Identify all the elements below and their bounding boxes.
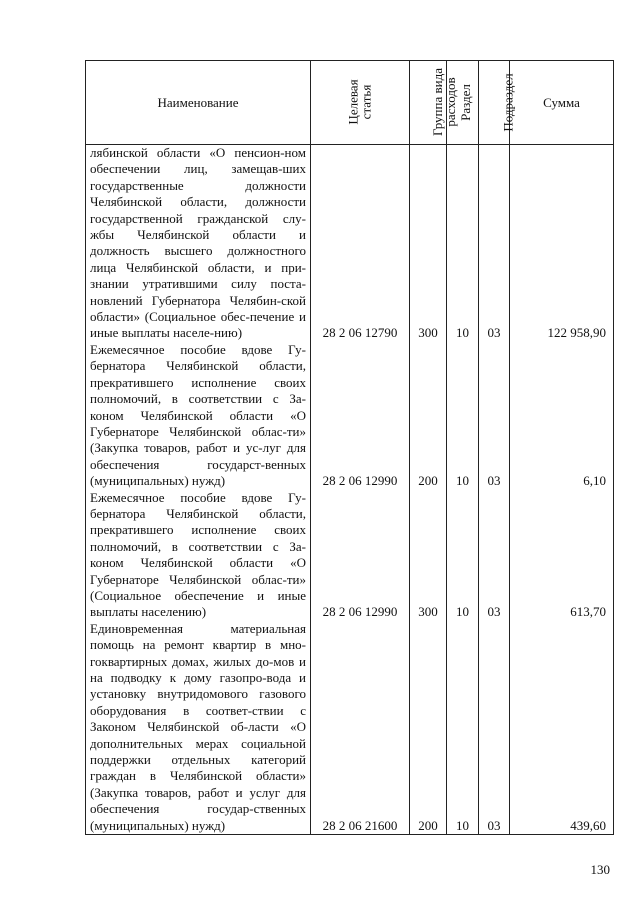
budget-table — [85, 60, 614, 835]
header-target-article: Целевая статья — [311, 61, 410, 145]
row-subsection: 03 — [479, 621, 510, 835]
row-section: 10 — [447, 621, 479, 835]
row-subsection: 03 — [479, 342, 510, 490]
header-expense-group: Группа вида расходов — [410, 61, 447, 145]
row-subsection: 03 — [479, 490, 510, 621]
table-row — [86, 621, 614, 835]
row-name: Единовременная материальная помощь на ремонт квартир в мно-гоквартирных домах, жилых до-мов и на подводку к дому газопро-вода и установку внутридомового газового оборудования в соответ-ствии с Законом Челябинской об-ласти «О дополнительных мерах социальной поддержки отдельных категорий граждан в Челябинской области» (Закупка товаров, работ и услуг для обеспечения государ-ственных (муниципальных) нужд) — [86, 621, 311, 835]
row-target-article: 28 2 06 12790 — [311, 145, 410, 342]
header-section: Раздел — [447, 61, 479, 145]
row-expense-group: 300 — [410, 490, 447, 621]
row-section: 10 — [447, 342, 479, 490]
row-name: Ежемесячное пособие вдове Гу-бернатора Челябинской области, прекратившего исполнение своих полномочий, в соответствии с За-коном Челябинской области «О Губернаторе Челябинской облас-ти» (Социальное обеспечение и иные выплаты населению) — [86, 490, 311, 621]
row-expense-group: 300 — [410, 145, 447, 342]
header-name: Наименование — [86, 61, 311, 145]
row-sum: 613,70 — [510, 490, 614, 621]
row-subsection: 03 — [479, 145, 510, 342]
row-target-article: 28 2 06 12990 — [311, 490, 410, 621]
row-sum: 122 958,90 — [510, 145, 614, 342]
row-section: 10 — [447, 145, 479, 342]
row-target-article: 28 2 06 12990 — [311, 342, 410, 490]
row-name: Ежемесячное пособие вдове Гу-бернатора Челябинской области, прекратившего исполнение своих полномочий, в соответствии с За-коном Челябинской области «О Губернаторе Челябинской облас-ти» (Закупка товаров, работ и ус-луг для обеспечения государст-венных (муниципальных) нужд) — [86, 342, 311, 490]
row-sum: 6,10 — [510, 342, 614, 490]
row-expense-group: 200 — [410, 621, 447, 835]
header-sum: Сумма — [510, 61, 614, 145]
page-number: 130 — [590, 862, 610, 877]
table-row — [86, 342, 614, 490]
row-name: лябинской области «О пенсион-ном обеспечении лиц, замещав-ших государственные должности Челябинской области, должности государственной гражданской слу-жбы Челябинской области и должность высшего должностного лица Челябинской области, и при-знании утратившими силу поста-новлений Губернатора Челябин-ской области» (Социальное обес-печение и иные выплаты населе-нию) — [86, 145, 311, 342]
row-sum: 439,60 — [510, 621, 614, 835]
table-row — [86, 145, 614, 342]
row-expense-group: 200 — [410, 342, 447, 490]
row-target-article: 28 2 06 21600 — [311, 621, 410, 835]
table-header-row — [86, 61, 614, 145]
row-section: 10 — [447, 490, 479, 621]
table-row — [86, 490, 614, 621]
header-subsection: Подраздел — [479, 61, 510, 145]
